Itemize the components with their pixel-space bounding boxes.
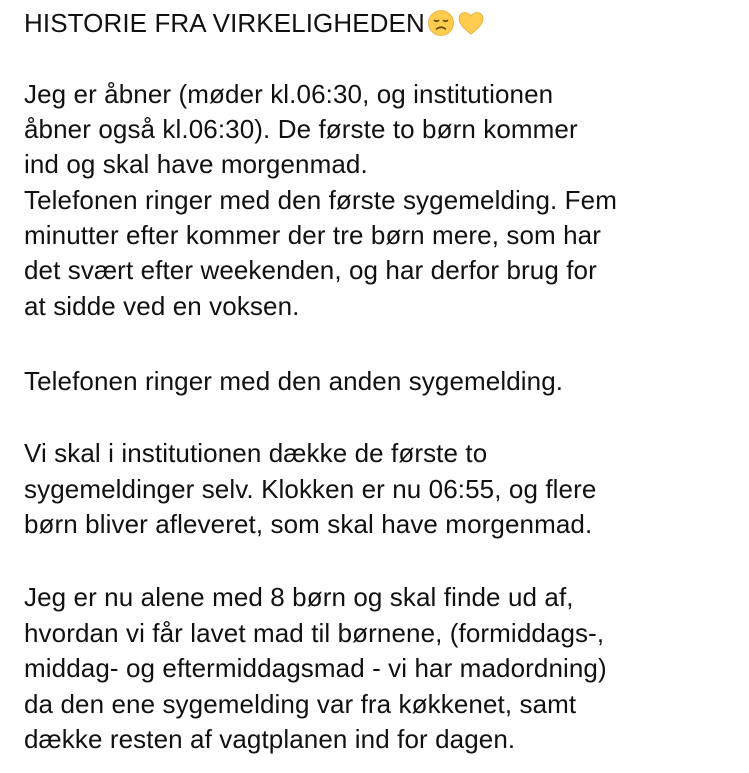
post-line: ind og skal have morgenmad. [24, 149, 368, 179]
post-line: da den ene sygemelding var fra køkkenet, samt [24, 689, 577, 719]
post-line: middag- og eftermiddagsmad - vi har madordning) [24, 653, 607, 683]
post-title: HISTORIE FRA VIRKELIGHEDEN [24, 7, 425, 38]
post-line: Telefonen ringer med den anden sygemelding. [24, 366, 564, 396]
post-line: Vi skal i institutionen dække de første to [24, 438, 488, 468]
post-line: Jeg er nu alene med 8 børn og skal finde ud af, [24, 582, 574, 612]
post-line: Jeg er åbner (møder kl.06:30, og institutionen [24, 79, 554, 109]
post-line: børn bliver afleveret, som skal have morgenmad. [24, 509, 593, 539]
post-line: det svært efter weekenden, og har derfor brug for [24, 255, 597, 285]
post-line: hvordan vi får lavet mad til børnene, (formiddags-, [24, 618, 605, 648]
post-line: at sidde ved en voksen. [24, 291, 300, 321]
post-title-row [24, 6, 485, 40]
post-line: dække resten af vagtplanen ind for dagen. [24, 724, 516, 754]
yellow-heart-icon [457, 9, 485, 37]
post-line: åbner også kl.06:30). De første to børn kommer [24, 114, 578, 144]
post-line: minutter efter kommer der tre børn mere, som har [24, 220, 601, 250]
disappointed-face-icon [427, 9, 455, 37]
post-line: Telefonen ringer med den første sygemelding. Fem [24, 185, 617, 215]
post-line: sygemeldinger selv. Klokken er nu 06:55, og flere [24, 474, 597, 504]
